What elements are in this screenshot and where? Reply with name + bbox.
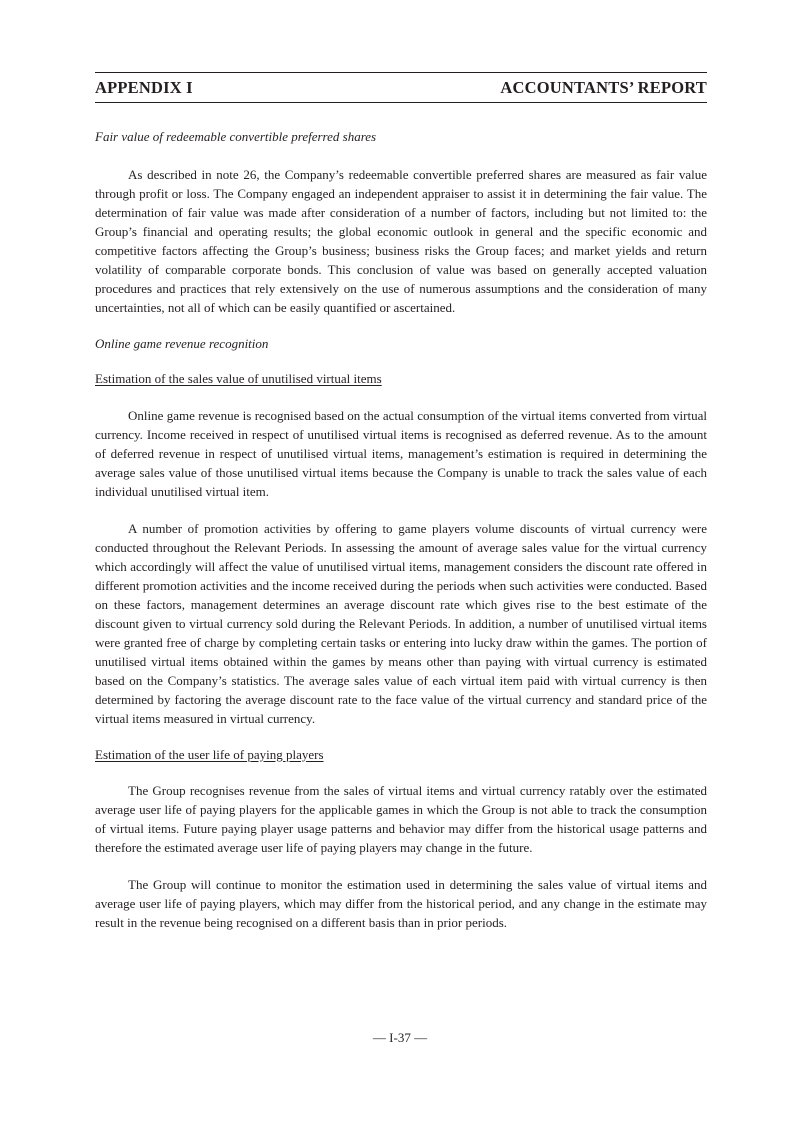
appendix-label: APPENDIX I [95, 77, 193, 97]
header-bottom-rule [95, 102, 707, 103]
online-game-heading: Online game revenue recognition [95, 335, 269, 351]
user-life-paragraph-1: The Group recognises revenue from the sales of virtual items and virtual currency ratably over the estimated average user life of paying players for the applicable games in which the Group is not able to track the consumption of virtual items. Future paying player usage patterns and behavior may differ from the historical usage patterns and therefore the estimated average user life of paying players may change in the future. [95, 783, 707, 855]
user-life-heading: Estimation of the user life of paying players [95, 746, 324, 762]
sales-value-paragraph-1: Online game revenue is recognised based on the actual consumption of the virtual items converted from virtual currency. Income received in respect of unutilised virtual items is recognised as deferred revenue. As to the amount of deferred revenue in respect of unutilised virtual items, management’s estimation is required in determining the average sales value of those unutilised virtual items because the Company is unable to track the sales value of each individual unutilised virtual item. [95, 407, 707, 499]
fair-value-paragraph: As described in note 26, the Company’s redeemable convertible preferred shares are measured as fair value through profit or loss. The Company engaged an independent appraiser to assist it in determining the fair value. The determination of fair value was made after consideration of a number of factors, including but not limited to: the Group’s financial and operating results; the global economic outlook in general and the specific economic and competitive factors affecting the Group’s business; business risks the Group faces; and market yields and return volatility of comparable corporate bonds. This conclusion of value was based on generally accepted valuation procedures and practices that rely extensively on the use of numerous assumptions and the consideration of many uncertainties, not all of which can be easily quantified or ascertained. [95, 166, 707, 315]
fair-value-heading: Fair value of redeemable convertible preferred shares [95, 129, 377, 144]
page-number: — I-37 — [372, 1030, 428, 1045]
report-title: ACCOUNTANTS’ REPORT [500, 77, 707, 97]
user-life-paragraph-2: The Group will continue to monitor the estimation used in determining the sales value of virtual items and average user life of paying players, which may differ from the historical period, and any change in the estimate may result in the revenue being recognised on a different basis than in prior periods. [95, 877, 707, 930]
page-header [95, 73, 707, 102]
document-page [95, 72, 707, 932]
sales-value-paragraph-2: A number of promotion activities by offering to game players volume discounts of virtual currency were conducted throughout the Relevant Periods. In assessing the amount of average sales value for the virtual currency which accordingly will affect the value of unutilised virtual items, management considers the discount rate offered in different promotion activities and the income received during the periods when such activities were conducted. Based on these factors, management determines an average discount rate which gives rise to the best estimate of the discount given to virtual currency sold during the Relevant Periods. In addition, a number of unutilised virtual items were granted free of charge by completing certain tasks or entering into lucky draw within the games. The portion of unutilised virtual items obtained within the games by means other than paying with virtual currency is estimated based on the Company’s statistics. The average sales value of each virtual item paid with virtual currency is then determined by factoring the average discount rate to the face value of the virtual currency and standard price of the virtual items measured in virtual currency. [95, 520, 708, 726]
sales-value-heading: Estimation of the sales value of unutilised virtual items [95, 371, 382, 386]
